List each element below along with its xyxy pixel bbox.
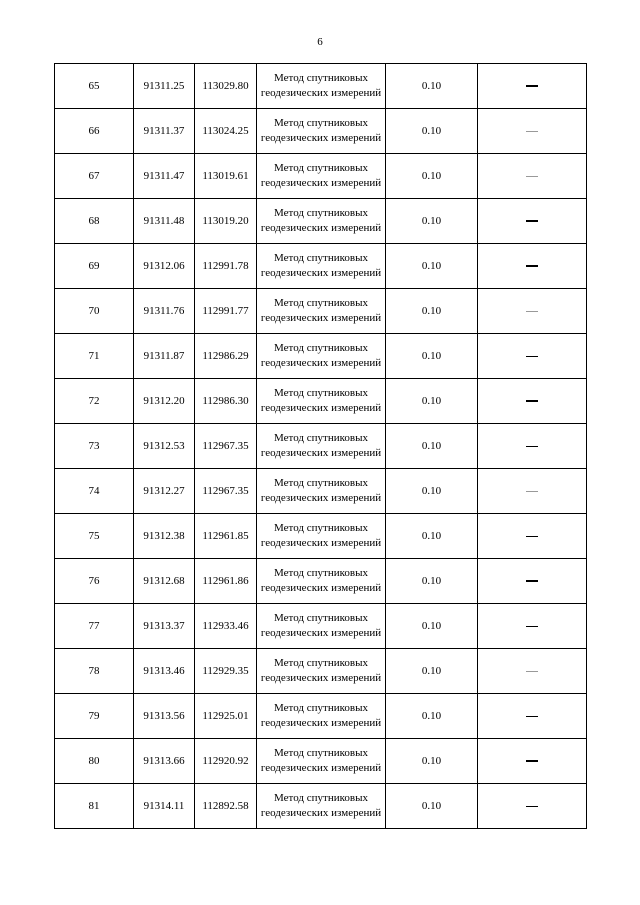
method-cell: Метод спутниковых геодезических измерений <box>257 379 386 424</box>
page-number: 6 <box>317 36 323 48</box>
dash-mark <box>526 446 538 447</box>
point-number-cell: 69 <box>55 244 134 289</box>
accuracy-cell: 0.10 <box>386 604 478 649</box>
point-number-cell: 66 <box>55 109 134 154</box>
point-number-cell: 76 <box>55 559 134 604</box>
y-coordinate-cell: 112986.30 <box>195 379 257 424</box>
x-coordinate-cell: 91312.06 <box>134 244 195 289</box>
dash-mark <box>526 400 538 402</box>
point-number-cell: 68 <box>55 199 134 244</box>
dash-mark <box>526 85 538 87</box>
y-coordinate-cell: 112933.46 <box>195 604 257 649</box>
table-row <box>55 334 587 379</box>
dash-mark <box>526 491 538 492</box>
table-row <box>55 604 587 649</box>
y-coordinate-cell: 112986.29 <box>195 334 257 379</box>
table-row <box>55 379 587 424</box>
dash-mark <box>526 580 538 582</box>
y-coordinate-cell: 112967.35 <box>195 469 257 514</box>
point-number-cell: 81 <box>55 784 134 829</box>
point-number-cell: 77 <box>55 604 134 649</box>
dash-cell <box>478 739 587 784</box>
y-coordinate-cell: 112961.86 <box>195 559 257 604</box>
point-number-cell: 71 <box>55 334 134 379</box>
x-coordinate-cell: 91314.11 <box>134 784 195 829</box>
accuracy-cell: 0.10 <box>386 694 478 739</box>
table-row <box>55 514 587 559</box>
table-row <box>55 64 587 109</box>
dash-cell <box>478 199 587 244</box>
x-coordinate-cell: 91311.25 <box>134 64 195 109</box>
method-cell: Метод спутниковых геодезических измерений <box>257 784 386 829</box>
method-cell: Метод спутниковых геодезических измерений <box>257 109 386 154</box>
table-row <box>55 469 587 514</box>
x-coordinate-cell: 91313.56 <box>134 694 195 739</box>
point-number-cell: 73 <box>55 424 134 469</box>
dash-cell <box>478 604 587 649</box>
y-coordinate-cell: 112920.92 <box>195 739 257 784</box>
table-row <box>55 559 587 604</box>
x-coordinate-cell: 91311.87 <box>134 334 195 379</box>
dash-cell <box>478 289 587 334</box>
point-number-cell: 80 <box>55 739 134 784</box>
table-row <box>55 649 587 694</box>
accuracy-cell: 0.10 <box>386 424 478 469</box>
accuracy-cell: 0.10 <box>386 64 478 109</box>
y-coordinate-cell: 112991.78 <box>195 244 257 289</box>
dash-mark <box>526 760 538 762</box>
accuracy-cell: 0.10 <box>386 244 478 289</box>
dash-cell <box>478 334 587 379</box>
x-coordinate-cell: 91313.66 <box>134 739 195 784</box>
y-coordinate-cell: 112929.35 <box>195 649 257 694</box>
x-coordinate-cell: 91311.37 <box>134 109 195 154</box>
dash-cell <box>478 154 587 199</box>
x-coordinate-cell: 91311.76 <box>134 289 195 334</box>
accuracy-cell: 0.10 <box>386 649 478 694</box>
accuracy-cell: 0.10 <box>386 514 478 559</box>
table-row <box>55 154 587 199</box>
dash-cell <box>478 514 587 559</box>
y-coordinate-cell: 113024.25 <box>195 109 257 154</box>
method-cell: Метод спутниковых геодезических измерений <box>257 289 386 334</box>
y-coordinate-cell: 113029.80 <box>195 64 257 109</box>
y-coordinate-cell: 112892.58 <box>195 784 257 829</box>
accuracy-cell: 0.10 <box>386 289 478 334</box>
dash-cell <box>478 559 587 604</box>
accuracy-cell: 0.10 <box>386 559 478 604</box>
y-coordinate-cell: 112925.01 <box>195 694 257 739</box>
dash-mark <box>526 536 538 537</box>
x-coordinate-cell: 91311.48 <box>134 199 195 244</box>
accuracy-cell: 0.10 <box>386 109 478 154</box>
x-coordinate-cell: 91313.37 <box>134 604 195 649</box>
y-coordinate-cell: 113019.20 <box>195 199 257 244</box>
x-coordinate-cell: 91312.38 <box>134 514 195 559</box>
accuracy-cell: 0.10 <box>386 154 478 199</box>
dash-cell <box>478 64 587 109</box>
dash-mark <box>526 671 538 672</box>
accuracy-cell: 0.10 <box>386 784 478 829</box>
method-cell: Метод спутниковых геодезических измерений <box>257 694 386 739</box>
dash-cell <box>478 424 587 469</box>
x-coordinate-cell: 91312.68 <box>134 559 195 604</box>
x-coordinate-cell: 91313.46 <box>134 649 195 694</box>
method-cell: Метод спутниковых геодезических измерений <box>257 334 386 379</box>
method-cell: Метод спутниковых геодезических измерений <box>257 424 386 469</box>
dash-cell <box>478 469 587 514</box>
dash-mark <box>526 356 538 357</box>
method-cell: Метод спутниковых геодезических измерений <box>257 154 386 199</box>
y-coordinate-cell: 113019.61 <box>195 154 257 199</box>
x-coordinate-cell: 91311.47 <box>134 154 195 199</box>
dash-mark <box>526 131 538 132</box>
y-coordinate-cell: 112991.77 <box>195 289 257 334</box>
table-row <box>55 289 587 334</box>
table-row <box>55 784 587 829</box>
method-cell: Метод спутниковых геодезических измерений <box>257 559 386 604</box>
point-number-cell: 70 <box>55 289 134 334</box>
dash-mark <box>526 806 538 807</box>
point-number-cell: 67 <box>55 154 134 199</box>
method-cell: Метод спутниковых геодезических измерений <box>257 64 386 109</box>
point-number-cell: 72 <box>55 379 134 424</box>
dash-cell <box>478 109 587 154</box>
x-coordinate-cell: 91312.53 <box>134 424 195 469</box>
dash-cell <box>478 784 587 829</box>
accuracy-cell: 0.10 <box>386 469 478 514</box>
method-cell: Метод спутниковых геодезических измерений <box>257 649 386 694</box>
accuracy-cell: 0.10 <box>386 739 478 784</box>
point-number-cell: 74 <box>55 469 134 514</box>
table-row <box>55 694 587 739</box>
coordinates-table <box>54 63 587 829</box>
dash-mark <box>526 176 538 177</box>
accuracy-cell: 0.10 <box>386 199 478 244</box>
table-body <box>55 64 587 829</box>
table-row <box>55 199 587 244</box>
method-cell: Метод спутниковых геодезических измерений <box>257 199 386 244</box>
dash-mark <box>526 220 538 222</box>
dash-mark <box>526 626 538 627</box>
dash-cell <box>478 649 587 694</box>
point-number-cell: 79 <box>55 694 134 739</box>
point-number-cell: 65 <box>55 64 134 109</box>
dash-mark <box>526 265 538 267</box>
y-coordinate-cell: 112961.85 <box>195 514 257 559</box>
table-row <box>55 109 587 154</box>
accuracy-cell: 0.10 <box>386 379 478 424</box>
dash-mark <box>526 716 538 717</box>
method-cell: Метод спутниковых геодезических измерений <box>257 469 386 514</box>
table-row <box>55 244 587 289</box>
dash-cell <box>478 244 587 289</box>
dash-cell <box>478 379 587 424</box>
method-cell: Метод спутниковых геодезических измерений <box>257 244 386 289</box>
accuracy-cell: 0.10 <box>386 334 478 379</box>
table-row <box>55 424 587 469</box>
y-coordinate-cell: 112967.35 <box>195 424 257 469</box>
method-cell: Метод спутниковых геодезических измерений <box>257 514 386 559</box>
x-coordinate-cell: 91312.27 <box>134 469 195 514</box>
method-cell: Метод спутниковых геодезических измерений <box>257 604 386 649</box>
point-number-cell: 78 <box>55 649 134 694</box>
point-number-cell: 75 <box>55 514 134 559</box>
x-coordinate-cell: 91312.20 <box>134 379 195 424</box>
dash-mark <box>526 311 538 312</box>
table-row <box>55 739 587 784</box>
method-cell: Метод спутниковых геодезических измерений <box>257 739 386 784</box>
dash-cell <box>478 694 587 739</box>
